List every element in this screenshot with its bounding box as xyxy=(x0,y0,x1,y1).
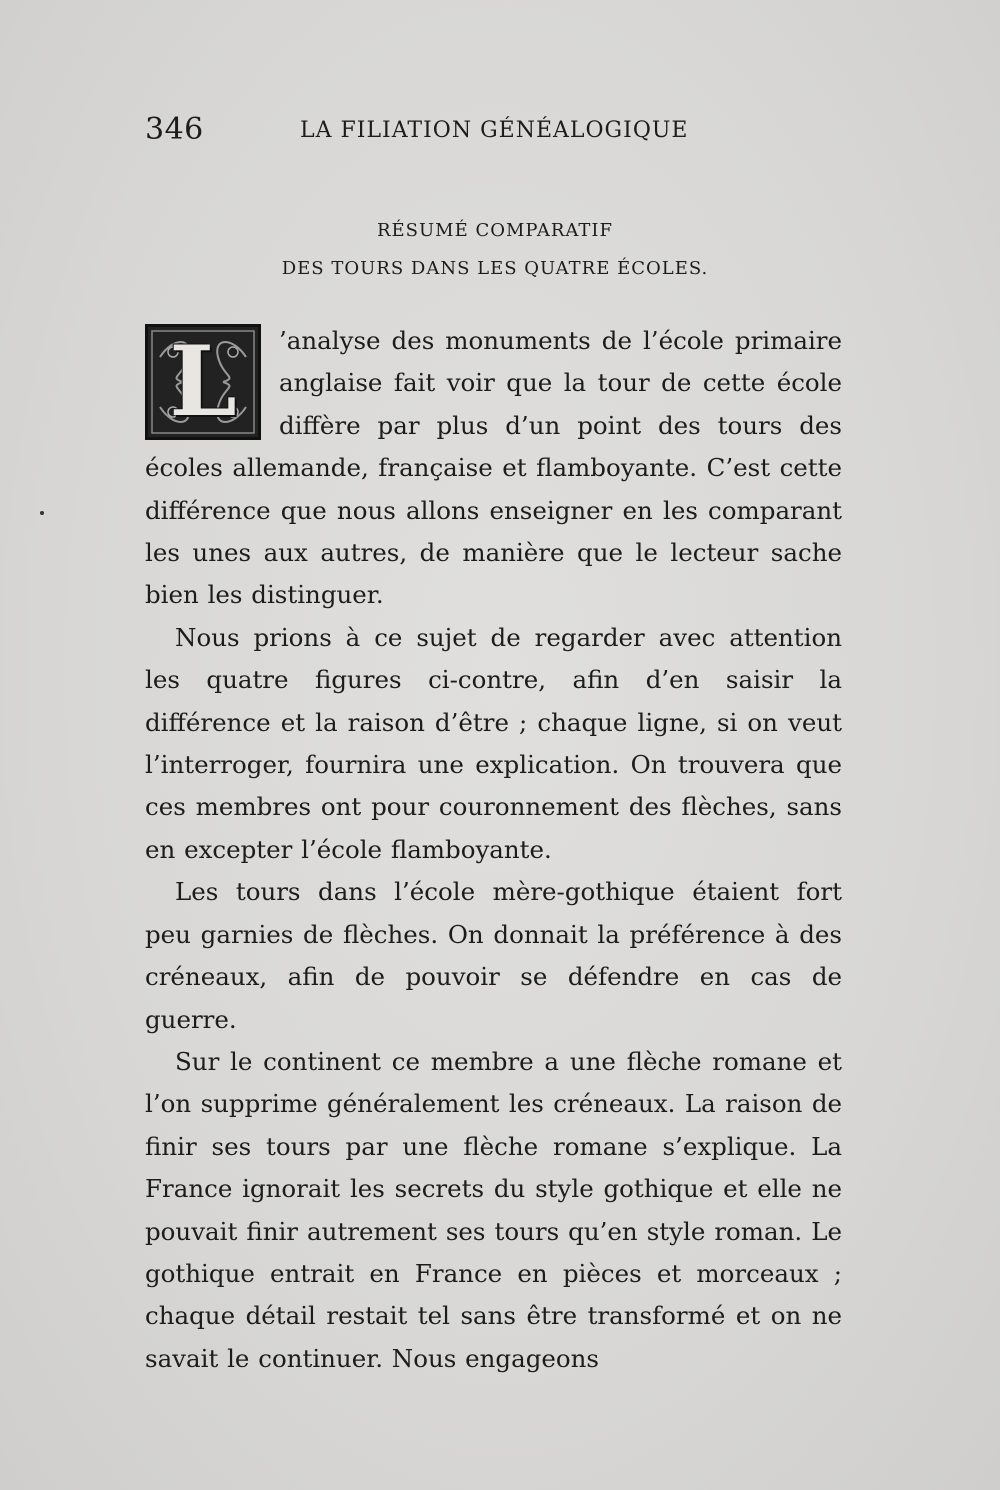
body-text xyxy=(145,320,842,1380)
running-head xyxy=(145,112,845,156)
page-number: 346 xyxy=(145,112,204,147)
ornamental-drop-cap-icon xyxy=(145,324,261,440)
paragraph-2: Nous prions à ce sujet de regarder avec attention les quatre figures ci-contre, afin d’en saisir la différence et la raison d’être ; chaque ligne, si on veut l’interroger, fournira une explication. On trouvera que ces membres ont pour couronnement des flèches, sans en excepter l’école flamboyante. xyxy=(145,622,842,864)
paragraph-3: Les tours dans l’école mère-gothique étaient fort peu garnies de flèches. On donnait la préférence à des créneaux, afin de pouvoir se défendre en cas de guerre. xyxy=(145,877,842,1034)
drop-cap-letter: L xyxy=(169,325,237,438)
paragraph-1 xyxy=(145,320,842,617)
section-heading-line-1: RÉSUMÉ COMPARATIF xyxy=(376,220,614,241)
ink-speck xyxy=(40,511,44,515)
section-heading-line-2: DES TOURS DANS LES QUATRE ÉCOLES. xyxy=(281,258,709,279)
paragraph-4: Sur le continent ce membre a une flèche romane et l’on supprime généralement les créneaux. La raison de finir ses tours par une flèche romane s’explique. La France ignorait les secrets du style gothique et elle ne pouvait finir autrement ses tours qu’en style roman. Le gothique entrait en France en pièces et morceaux ; chaque détail restait tel sans être transformé et on ne savait le continuer. Nous engageons xyxy=(145,1046,842,1373)
paragraph-1-text: ’analyse des monuments de l’école primaire anglaise fait voir que la tour de cette école diffère par plus d’un point des tours des écoles allemande, française et flamboyante. C’est cette différence que nous allons enseigner en les comparant les unes aux autres, de manière que le lecteur sache bien les distinguer. xyxy=(145,326,842,610)
running-title: LA FILIATION GÉNÉALOGIQUE xyxy=(300,118,689,143)
